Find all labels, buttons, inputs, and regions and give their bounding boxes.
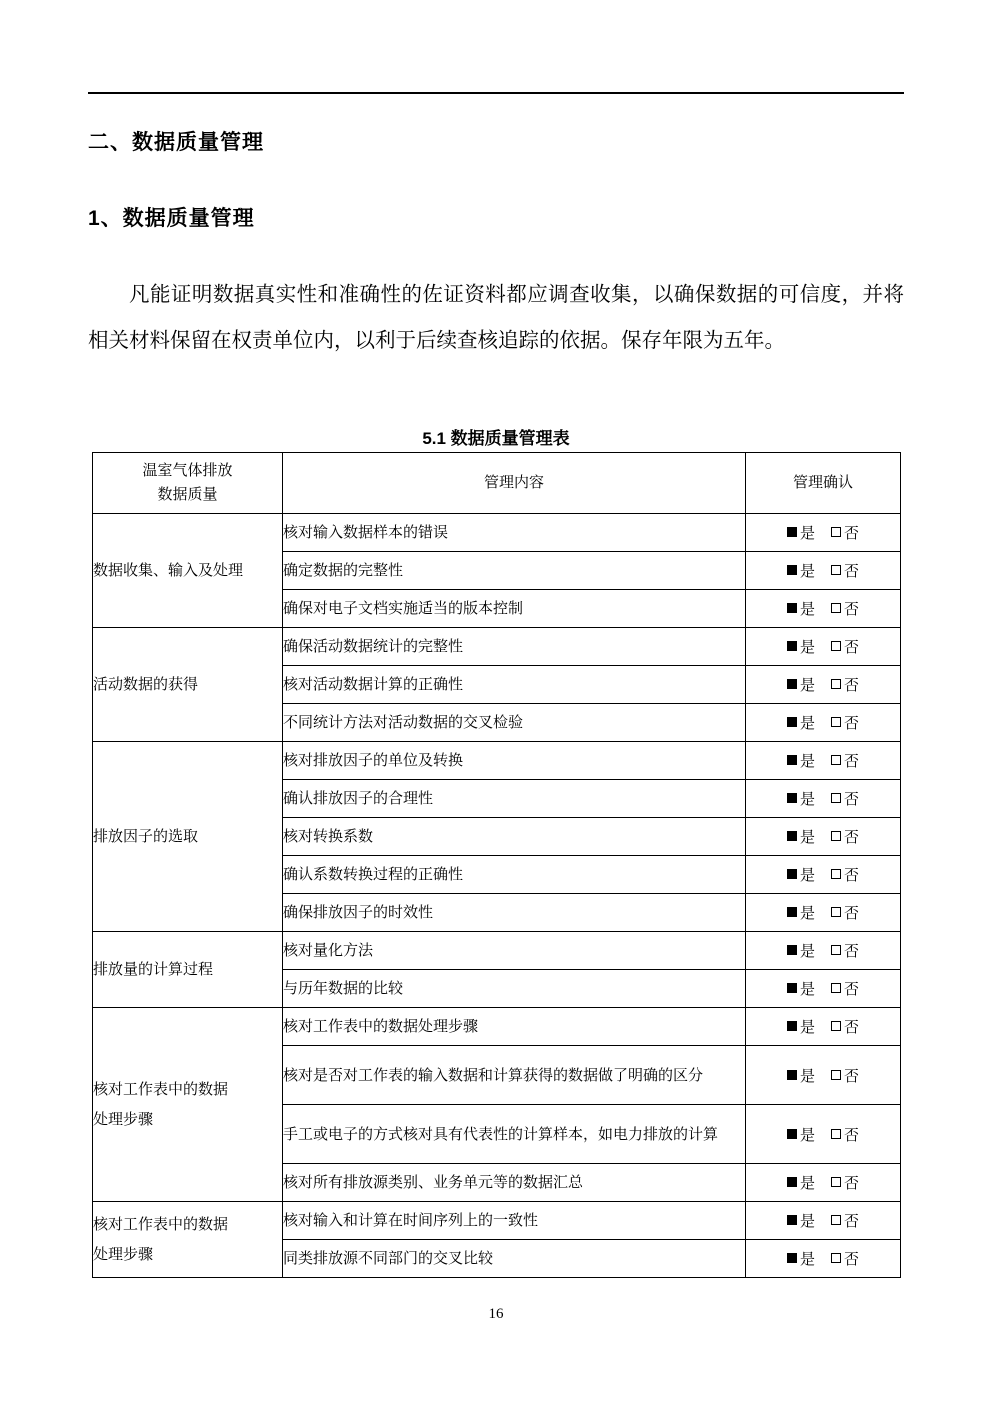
management-content-cell: 核对排放因子的单位及转换 [283, 742, 746, 780]
checkbox-checked-icon[interactable] [787, 907, 797, 917]
confirm-yes-option[interactable] [787, 598, 815, 619]
confirm-no-option[interactable] [831, 636, 859, 657]
checkbox-empty-icon[interactable] [831, 565, 841, 575]
confirm-no-option[interactable] [831, 902, 859, 923]
confirm-no-label: 否 [844, 677, 860, 694]
confirm-yes-label: 是 [799, 943, 815, 960]
confirm-cell [746, 742, 901, 780]
checkbox-checked-icon[interactable] [787, 1021, 797, 1031]
header-category-line1: 温室气体排放 [142, 462, 233, 479]
confirm-yes-option[interactable] [787, 1210, 815, 1231]
confirm-yes-label: 是 [799, 1251, 815, 1268]
category-cell [93, 1008, 283, 1202]
checkbox-checked-icon[interactable] [787, 1253, 797, 1263]
table-row [93, 742, 901, 780]
confirm-no-option[interactable] [831, 560, 859, 581]
management-content-cell: 与历年数据的比较 [283, 970, 746, 1008]
category-label-line2: 处理步骤 [93, 1245, 154, 1263]
table-caption: 5.1 数据质量管理表 [422, 429, 570, 448]
management-content-cell: 核对量化方法 [283, 932, 746, 970]
confirm-no-option[interactable] [831, 750, 859, 771]
confirm-cell [746, 1202, 901, 1240]
confirm-yes-option[interactable] [787, 750, 815, 771]
confirm-no-label: 否 [844, 1213, 860, 1230]
confirm-cell [746, 780, 901, 818]
body-paragraph: 凡能证明数据真实性和准确性的佐证资料都应调查收集，以确保数据的可信度，并将相关材料保留在权责单位内，以利于后续查核追踪的依据。保存年限为五年。 [88, 284, 904, 352]
confirm-cell [746, 894, 901, 932]
management-content-cell: 核对是否对工作表的输入数据和计算获得的数据做了明确的区分 [283, 1046, 746, 1105]
management-content-cell: 核对所有排放源类别、业务单元等的数据汇总 [283, 1164, 746, 1202]
confirm-yes-label: 是 [799, 791, 815, 808]
confirm-cell [746, 590, 901, 628]
checkbox-empty-icon[interactable] [831, 527, 841, 537]
header-category [93, 453, 283, 514]
confirm-no-option[interactable] [831, 712, 859, 733]
confirm-no-option[interactable] [831, 1248, 859, 1269]
confirm-cell [746, 704, 901, 742]
confirm-no-label: 否 [844, 1126, 860, 1144]
confirm-yes-label: 是 [799, 1067, 815, 1085]
confirm-yes-label: 是 [799, 981, 815, 998]
checkbox-checked-icon[interactable] [787, 641, 797, 651]
page-content [88, 0, 904, 1403]
checkbox-checked-icon[interactable] [787, 831, 797, 841]
checkbox-empty-icon[interactable] [831, 1021, 841, 1031]
confirm-cell [746, 856, 901, 894]
checkbox-checked-icon[interactable] [787, 793, 797, 803]
confirm-no-label: 否 [844, 715, 860, 732]
management-content-cell: 核对工作表中的数据处理步骤 [283, 1008, 746, 1046]
management-content-cell: 确认系数转换过程的正确性 [283, 856, 746, 894]
confirm-yes-option[interactable] [787, 712, 815, 733]
checkbox-empty-icon[interactable] [831, 641, 841, 651]
confirm-yes-option[interactable] [787, 636, 815, 657]
header-confirm: 管理确认 [746, 453, 901, 514]
management-content-cell: 核对转换系数 [283, 818, 746, 856]
checkbox-empty-icon[interactable] [831, 1253, 841, 1263]
category-cell: 数据收集、输入及处理 [93, 514, 283, 628]
confirm-no-label: 否 [844, 981, 860, 998]
confirm-yes-label: 是 [799, 677, 815, 694]
checkbox-checked-icon[interactable] [787, 945, 797, 955]
checkbox-empty-icon[interactable] [831, 1215, 841, 1225]
checkbox-empty-icon[interactable] [831, 869, 841, 879]
management-content-cell: 核对输入和计算在时间序列上的一致性 [283, 1202, 746, 1240]
confirm-no-option[interactable] [831, 674, 859, 695]
confirm-no-option[interactable] [831, 1016, 859, 1037]
confirm-no-label: 否 [844, 905, 860, 922]
confirm-no-label: 否 [844, 563, 860, 580]
checkbox-empty-icon[interactable] [831, 945, 841, 955]
confirm-no-label: 否 [844, 1067, 860, 1085]
checkbox-checked-icon[interactable] [787, 869, 797, 879]
checkbox-checked-icon[interactable] [787, 679, 797, 689]
table-header [93, 453, 901, 514]
confirm-no-label: 否 [844, 753, 860, 770]
confirm-no-label: 否 [844, 791, 860, 808]
management-content-cell: 确保排放因子的时效性 [283, 894, 746, 932]
confirm-cell [746, 1105, 901, 1164]
confirm-no-option[interactable] [831, 978, 859, 999]
confirm-yes-label: 是 [799, 715, 815, 732]
category-cell: 排放量的计算过程 [93, 932, 283, 1008]
category-label-line1: 核对工作表中的数据 [93, 1215, 229, 1233]
checkbox-checked-icon[interactable] [787, 717, 797, 727]
confirm-no-option[interactable] [831, 1210, 859, 1231]
data-quality-table [92, 452, 901, 1278]
confirm-no-label: 否 [844, 829, 860, 846]
checkbox-checked-icon[interactable] [787, 1177, 797, 1187]
confirm-no-option[interactable] [831, 1124, 859, 1145]
section-heading-1: 二、数据质量管理 [88, 131, 264, 154]
confirm-cell [746, 1046, 901, 1105]
confirm-no-option[interactable] [831, 598, 859, 619]
confirm-no-label: 否 [844, 867, 860, 884]
checkbox-checked-icon[interactable] [787, 527, 797, 537]
table-row [93, 932, 901, 970]
confirm-yes-option[interactable] [787, 1065, 815, 1086]
category-label-line1: 核对工作表中的数据 [93, 1080, 229, 1098]
confirm-yes-option[interactable] [787, 940, 815, 961]
confirm-yes-option[interactable] [787, 902, 815, 923]
page-number: 16 [488, 1306, 504, 1322]
confirm-no-label: 否 [844, 639, 860, 656]
management-content-cell: 同类排放源不同部门的交叉比较 [283, 1240, 746, 1278]
confirm-yes-label: 是 [799, 1213, 815, 1230]
checkbox-checked-icon[interactable] [787, 755, 797, 765]
confirm-yes-option[interactable] [787, 864, 815, 885]
table-row [93, 1008, 901, 1046]
checkbox-checked-icon[interactable] [787, 565, 797, 575]
header-rule [88, 92, 904, 94]
confirm-yes-label: 是 [799, 753, 815, 770]
confirm-no-option[interactable] [831, 864, 859, 885]
confirm-yes-option[interactable] [787, 826, 815, 847]
section-heading-2: 1、数据质量管理 [88, 207, 255, 230]
confirm-yes-option[interactable] [787, 1248, 815, 1269]
confirm-yes-label: 是 [799, 1126, 815, 1144]
checkbox-empty-icon[interactable] [831, 679, 841, 689]
checkbox-empty-icon[interactable] [831, 831, 841, 841]
checkbox-empty-icon[interactable] [831, 603, 841, 613]
category-cell: 排放因子的选取 [93, 742, 283, 932]
confirm-no-option[interactable] [831, 1065, 859, 1086]
confirm-no-label: 否 [844, 1019, 860, 1036]
confirm-yes-option[interactable] [787, 1124, 815, 1145]
confirm-yes-label: 是 [799, 905, 815, 922]
confirm-cell [746, 628, 901, 666]
management-content-cell: 不同统计方法对活动数据的交叉检验 [283, 704, 746, 742]
confirm-yes-label: 是 [799, 563, 815, 580]
confirm-cell [746, 1008, 901, 1046]
confirm-yes-option[interactable] [787, 522, 815, 543]
confirm-no-option[interactable] [831, 826, 859, 847]
confirm-no-label: 否 [844, 1251, 860, 1268]
category-cell: 活动数据的获得 [93, 628, 283, 742]
confirm-yes-option[interactable] [787, 1172, 815, 1193]
confirm-cell [746, 514, 901, 552]
confirm-cell [746, 970, 901, 1008]
confirm-no-option[interactable] [831, 940, 859, 961]
confirm-yes-label: 是 [799, 829, 815, 846]
confirm-no-option[interactable] [831, 788, 859, 809]
confirm-yes-label: 是 [799, 639, 815, 656]
confirm-yes-option[interactable] [787, 978, 815, 999]
checkbox-checked-icon[interactable] [787, 1129, 797, 1139]
table-row [93, 628, 901, 666]
confirm-yes-option[interactable] [787, 674, 815, 695]
confirm-no-label: 否 [844, 943, 860, 960]
checkbox-empty-icon[interactable] [831, 1177, 841, 1187]
confirm-cell [746, 818, 901, 856]
confirm-no-label: 否 [844, 1175, 860, 1192]
header-content: 管理内容 [283, 453, 746, 514]
checkbox-empty-icon[interactable] [831, 1129, 841, 1139]
confirm-cell [746, 552, 901, 590]
checkbox-checked-icon[interactable] [787, 1070, 797, 1080]
confirm-cell [746, 932, 901, 970]
management-content-cell: 确认排放因子的合理性 [283, 780, 746, 818]
confirm-cell [746, 666, 901, 704]
management-content-cell: 确定数据的完整性 [283, 552, 746, 590]
confirm-yes-option[interactable] [787, 1016, 815, 1037]
checkbox-checked-icon[interactable] [787, 1215, 797, 1225]
confirm-no-option[interactable] [831, 1172, 859, 1193]
confirm-yes-option[interactable] [787, 560, 815, 581]
confirm-no-option[interactable] [831, 522, 859, 543]
table-body [93, 514, 901, 1278]
checkbox-empty-icon[interactable] [831, 983, 841, 993]
confirm-no-label: 否 [844, 601, 860, 618]
checkbox-checked-icon[interactable] [787, 983, 797, 993]
checkbox-empty-icon[interactable] [831, 907, 841, 917]
checkbox-empty-icon[interactable] [831, 1070, 841, 1080]
management-content-cell: 手工或电子的方式核对具有代表性的计算样本，如电力排放的计算 [283, 1105, 746, 1164]
management-content-cell: 核对活动数据计算的正确性 [283, 666, 746, 704]
confirm-yes-label: 是 [799, 601, 815, 618]
category-label-line2: 处理步骤 [93, 1110, 154, 1128]
checkbox-empty-icon[interactable] [831, 793, 841, 803]
checkbox-empty-icon[interactable] [831, 717, 841, 727]
confirm-yes-option[interactable] [787, 788, 815, 809]
confirm-cell [746, 1164, 901, 1202]
checkbox-checked-icon[interactable] [787, 603, 797, 613]
confirm-cell [746, 1240, 901, 1278]
table-row [93, 514, 901, 552]
confirm-yes-label: 是 [799, 525, 815, 542]
header-category-line2: 数据质量 [157, 486, 218, 503]
confirm-no-label: 否 [844, 525, 860, 542]
management-content-cell: 确保对电子文档实施适当的版本控制 [283, 590, 746, 628]
confirm-yes-label: 是 [799, 1175, 815, 1192]
management-content-cell: 核对输入数据样本的错误 [283, 514, 746, 552]
confirm-yes-label: 是 [799, 867, 815, 884]
category-cell [93, 1202, 283, 1278]
confirm-yes-label: 是 [799, 1019, 815, 1036]
checkbox-empty-icon[interactable] [831, 755, 841, 765]
management-content-cell: 确保活动数据统计的完整性 [283, 628, 746, 666]
table-row [93, 1202, 901, 1240]
